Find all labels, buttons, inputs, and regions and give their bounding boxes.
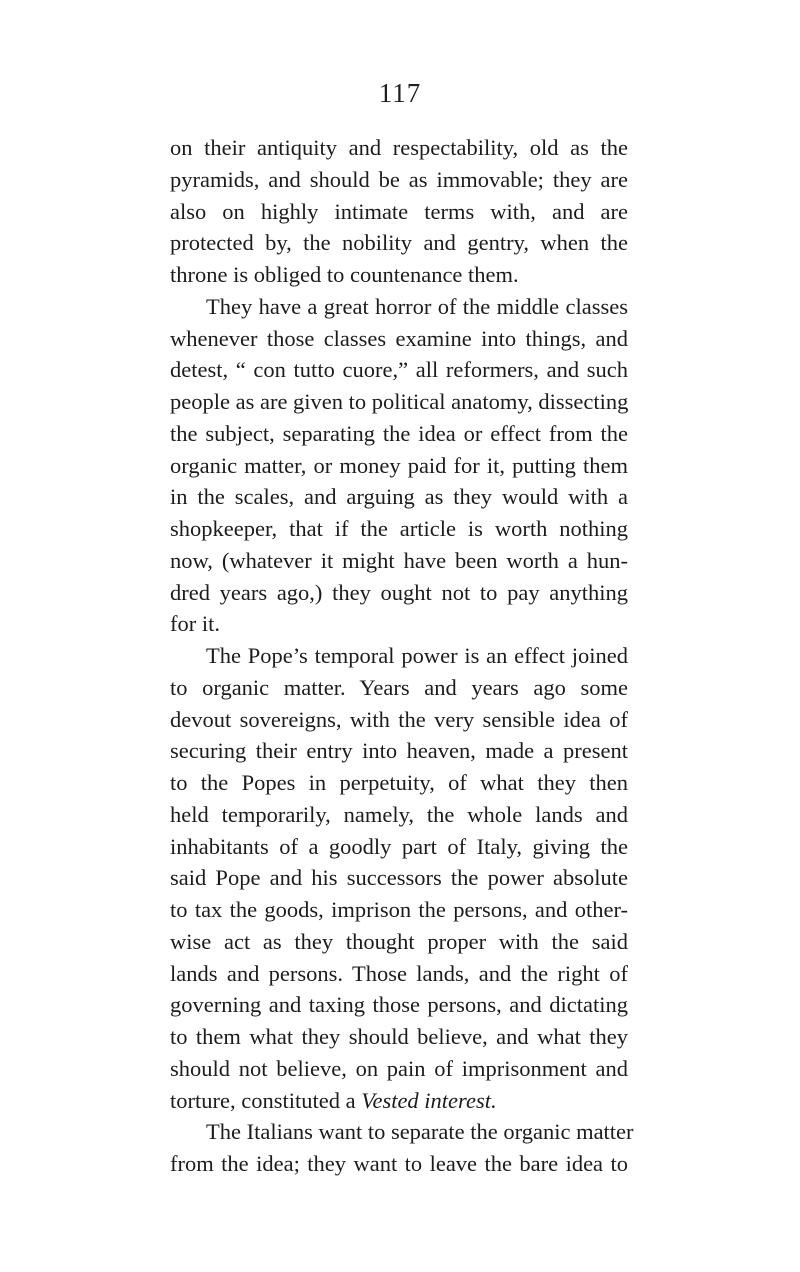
- text-line: also on highly intimate terms with, and are: [170, 198, 628, 224]
- text-line: said Pope and his successors the power absolute: [170, 865, 628, 891]
- text-line: dred years ago,) they ought not to pay anything: [170, 579, 628, 605]
- text-line: They have a great horror of the middle classes: [206, 293, 628, 319]
- page-number: 117: [378, 78, 422, 108]
- text-line: devout sovereigns, with the very sensible idea of: [170, 706, 628, 732]
- text-line: to organic matter. Years and years ago some: [170, 674, 628, 700]
- text-line: organic matter, or money paid for it, putting them: [170, 452, 628, 478]
- text-line: governing and taxing those persons, and dictating: [170, 992, 628, 1018]
- text-line: to tax the goods, imprison the persons, and other-: [170, 897, 628, 922]
- body-text: [170, 132, 634, 1180]
- text-line: on their antiquity and respectability, old as the: [170, 135, 628, 160]
- text-line: people as are given to political anatomy, dissecting: [170, 389, 629, 414]
- text-line-plain: torture, constituted a: [170, 1087, 362, 1113]
- text-line: lands and persons. Those lands, and the right of: [170, 960, 628, 986]
- text-line: to the Popes in perpetuity, of what they then: [170, 770, 628, 795]
- text-line: The Pope’s temporal power is an effect joined: [206, 643, 628, 668]
- text-line: wise act as they thought proper with the said: [170, 928, 628, 954]
- text-line: in the scales, and arguing as they would with a: [170, 484, 628, 510]
- text-line: whenever those classes examine into things, and: [170, 325, 628, 351]
- paragraph-middle-classes: [170, 291, 628, 640]
- paragraph-italians: [170, 1116, 634, 1180]
- text-line: securing their entry into heaven, made a present: [170, 738, 628, 764]
- text-line: from the idea; they want to leave the bare idea to: [170, 1151, 628, 1176]
- text-line: inhabitants of a goodly part of Italy, giving the: [170, 833, 628, 859]
- text-line: now, (whatever it might have been worth a hun-: [170, 547, 628, 573]
- text-line-final: [170, 1085, 628, 1117]
- text-line: detest, “ con tutto cuore,” all reformers, and such: [170, 357, 628, 383]
- text-line: the subject, separating the idea or effect from the: [170, 420, 628, 446]
- text-line: held temporarily, namely, the whole lands and: [170, 801, 628, 827]
- text-line: shopkeeper, that if the article is worth nothing: [170, 516, 628, 541]
- text-line: The Italians want to separate the organic matter: [206, 1119, 634, 1145]
- paragraph-antiquity: [170, 132, 628, 291]
- paragraph-temporal-power: [170, 640, 628, 1116]
- text-line: to them what they should believe, and what they: [170, 1024, 628, 1049]
- text-line: pyramids, and should be as immovable; they are: [170, 166, 628, 192]
- text-line: throne is obliged to countenance them.: [170, 262, 519, 287]
- text-line: for it.: [170, 611, 220, 637]
- text-line: protected by, the nobility and gentry, when the: [170, 230, 628, 256]
- text-line: should not believe, on pain of imprisonment and: [170, 1055, 628, 1081]
- vested-interest-italic: Vested interest.: [361, 1087, 497, 1113]
